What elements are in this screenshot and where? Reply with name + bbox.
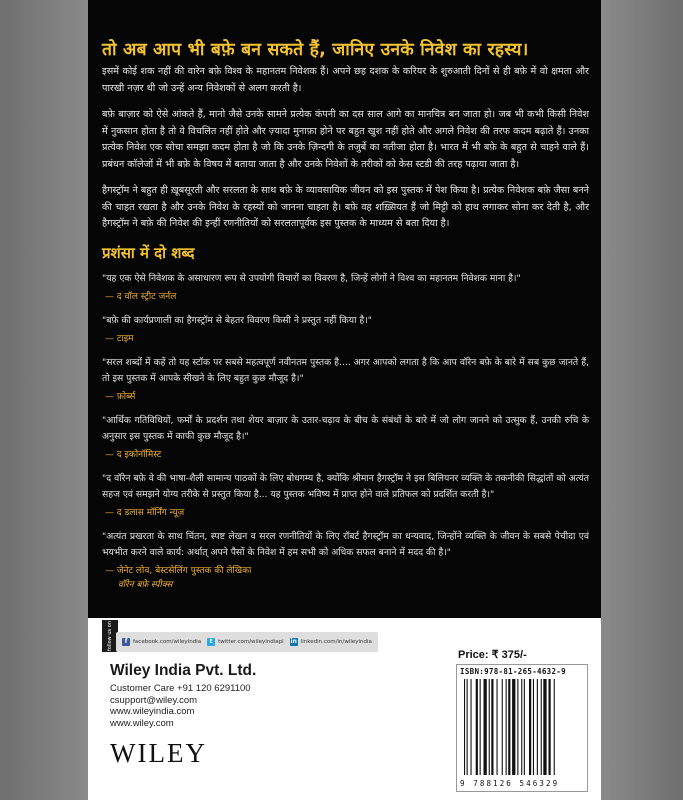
isbn-barcode (456, 664, 588, 792)
quote-source: — टाइम (105, 333, 134, 344)
facebook-icon: f (122, 638, 130, 646)
cover-text-section (88, 0, 601, 618)
social-links-bar (116, 632, 378, 652)
book-back-cover (88, 0, 601, 800)
follow-us-badge: follow us on (102, 620, 118, 652)
quote-text: "द वॉरेन बफ़े वे की भाषा-शैली सामान्य पाठकों के लिए बोधगम्य है, क्योंकि श्रीमान हैगस्ट्रॉम ने इस बिलियनर व्यक्ति के तकनीकी सिद्धांतों को अत्यंत सहज एवं समझने योग्य तरीके से प्रस्तुत किया है... यह पुस्तक भविष्य में प्राप्त होने वाले प्रतिफल को प्रदर्शित करती है।" (102, 472, 589, 500)
social-link-facebook[interactable] (122, 638, 201, 646)
quote-text: "अत्यंत प्रखरता के साथ चिंतन, स्पष्ट लेखन व सरल रणनीतियों के लिए रॉबर्ट हैगस्ट्रॉम का धन्यवाद, जिन्होंने व्यक्ति के जीवन के सबसे पेचीदा एवं भयभीत करने वाले कार्य: अर्थात् अपने पैसों के निवेश में हम सभी को अधिक सफल बनाने में मदद की है।" (102, 530, 589, 558)
quote-text: "बफ़े की कार्यप्रणाली का हैगस्ट्रॉम से बेहतर विवरण किसी ने प्रस्तुत नहीं किया है।" (102, 314, 372, 326)
twitter-icon: t (207, 638, 215, 646)
page-edge-right (601, 0, 683, 800)
blurb-paragraph: बफ़े बाज़ार को ऐसे आंकते हैं, मानो जैसे उनके सामने प्रत्येक कंपनी का दस साल आगे का मानचित्र बन जाता हो। जब भी कभी किसी निवेश में नुकसान होता है तो वे विचलित नहीं होते और ज़्यादा मुनाफ़ा होने पर बहुत खुश नहीं होते और अगले निवेश की तरफ कदम बढ़ाते हैं। उनका प्रत्येक निवेश एक सोचा समझा कदम होता है जो कि उनके ज़िन्दगी के तजुर्बे का नतीजा होता है। भारत में भी बफ़े के बहुत से चाहने वाले हैं। प्रबंधन कॉलेजों में भी बफ़े के विषय में बताया जाता है और उनके निवेशों के तरीकों को केस स्टडी की तरह पढ़ाया जाता है। (102, 109, 589, 170)
praise-quote (102, 313, 589, 347)
social-label: twitter.com/wileyindiapl (218, 639, 284, 645)
social-link-linkedin[interactable] (290, 638, 372, 646)
quote-text: "सरल शब्दों में कहें तो यह स्टॉक पर सबसे महत्वपूर्ण नवीनतम पुस्तक है.... अगर आपको लगता है कि आप वॉरेन बफ़े के बारे में सब कुछ जानते हैं, तो इस पुस्तक में आपके सीखने के लिए बहुत कुछ मौजूद है।" (102, 356, 589, 384)
praise-quote (102, 355, 589, 405)
wiley-logo: WILEY (110, 738, 207, 768)
quote-source: — जेनेट लोव, बेस्टसेलिंग पुस्तक की लेखिका (105, 565, 252, 576)
linkedin-icon: in (290, 638, 297, 645)
price-label: Price: ₹ 375/- (458, 649, 527, 661)
quote-source: — फ़ोर्ब्स (105, 391, 136, 402)
social-label: facebook.com/wileyindia (133, 639, 202, 645)
social-link-twitter[interactable] (207, 638, 284, 646)
quote-text: "यह एक ऐसे निवेशक के असाधारण रूप से उपयोगी विचारों का विवरण है, जिन्हें लोगों ने विश्व का महानतम निवेशक माना है।" (102, 272, 521, 284)
customer-care: Customer Care +91 120 6291100 (110, 683, 251, 694)
publisher-info (110, 662, 256, 729)
praise-quote (102, 413, 589, 463)
support-email[interactable]: csupport@wiley.com (110, 694, 198, 706)
publisher-footer (88, 618, 601, 800)
blurb-paragraph: हैगस्ट्रॉम ने बहुत ही ख़ूबसूरती और सरलता के साथ बफ़े के व्यावसायिक जीवन को इस पुस्तक में पेश किया है। प्रत्येक निवेशक बफ़े जैसा बनने की चाहत रखता है और उनके निवेश के रहस्यों को जानना चाहता है। बफ़े वह शख़्सियत हैं जो मिट्टी को हाथ लगाकर सोना कर देती है, और हैगस्ट्रॉम ने बफ़े की निवेश की इन्हीं रणनीतियों को सरलतापूर्वक इस पुस्तक के माध्यम से बता दिया है। (102, 185, 589, 229)
barcode-digits: 9 788126 546329 (460, 779, 560, 788)
blurb-paragraph: इसमें कोई शक नहीं की वारेन बफ़े विश्व के महानतम निवेशक हैं। अपने छह दशक के करियर के शुरुआती दिनों से ही बफ़े में वो क्षमता और पारखी नज़र थी जो उन्हें अन्य निवेशकों से अलग करती है। (102, 66, 589, 94)
quote-text: "आर्थिक गतिविधियों, फर्मों के प्रदर्शन तथा शेयर बाज़ार के उतार-चढ़ाव के बीच के संबंधों के बारे में जो लोग जानने को उत्सुक हैं, उनकी रुचि के अनुसार इस पुस्तक में काफी कुछ मौजूद है।" (102, 414, 589, 442)
quote-source: — द वॉल स्ट्रीट जर्नल (105, 291, 177, 302)
praise-heading: प्रशंसा में दो शब्द (102, 243, 195, 262)
isbn-number: ISBN:978-81-265-4632-9 (460, 667, 566, 676)
barcode-bars (460, 679, 586, 779)
cover-headline: तो अब आप भी बफ़े बन सकते हैं, जानिए उनके निवेश का रहस्य। (102, 40, 529, 60)
publisher-name: Wiley India Pvt. Ltd. (110, 662, 257, 679)
website-link[interactable]: www.wileyindia.com (110, 706, 195, 717)
quote-source: — द इकोनॉमिस्ट (105, 449, 162, 460)
praise-quote (102, 271, 589, 305)
praise-quote (102, 471, 589, 521)
website-link[interactable]: www.wiley.com (110, 717, 174, 729)
quote-source-book: वॉरेन बफ़े स्पीक्स (118, 579, 173, 590)
quote-source: — द डलास मॉर्निंग न्यूज़ (105, 507, 185, 518)
praise-quote (102, 529, 589, 592)
social-label: linkedin.com/in/wileyindia (300, 639, 372, 645)
page-edge-left (0, 0, 88, 800)
